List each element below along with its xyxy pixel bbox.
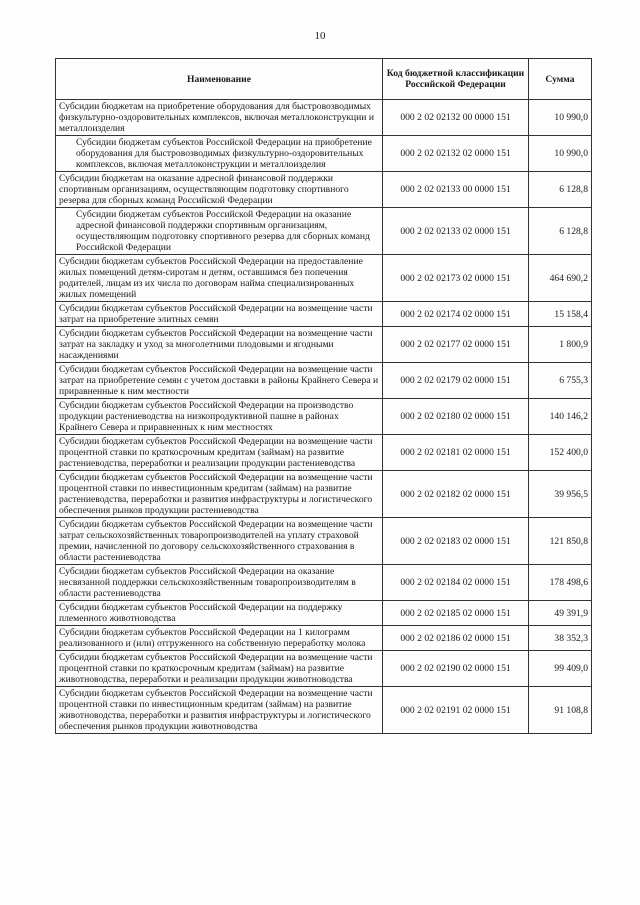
header-sum: Сумма — [529, 59, 592, 100]
row-name: Субсидии бюджетам субъектов Российской Федерации на возмещение части затрат сельскохозяйственных товаропроизводителей на уплату страховой премии, начисленной по договору сельскохозяйственного страхования в области растениеводства — [56, 518, 383, 565]
table-row — [56, 435, 592, 471]
row-code: 000 2 02 02174 02 0000 151 — [383, 302, 529, 327]
row-sum: 6 128,8 — [529, 208, 592, 255]
row-code: 000 2 02 02185 02 0000 151 — [383, 601, 529, 626]
table-row — [56, 172, 592, 208]
row-code: 000 2 02 02190 02 0000 151 — [383, 651, 529, 687]
table-row — [56, 518, 592, 565]
header-code: Код бюджетной классификации Российской Федерации — [383, 59, 529, 100]
row-sum: 6 755,3 — [529, 363, 592, 399]
page-number: 10 — [314, 30, 326, 42]
table-row — [56, 208, 592, 255]
table-row — [56, 100, 592, 136]
row-name: Субсидии бюджетам субъектов Российской Федерации на возмещение части процентной ставки по инвестиционным кредитам (займам) на развитие животноводства, переработки и развития инфраструктуры и логистического обеспечения рынков продукции животноводства — [56, 687, 383, 734]
table-row — [56, 626, 592, 651]
row-code: 000 2 02 02179 02 0000 151 — [383, 363, 529, 399]
row-name: Субсидии бюджетам субъектов Российской Федерации на оказание адресной финансовой поддержки спортивным организациям, осуществляющим подготовку спортивного резерва для сборных команд Российской Федерации — [56, 208, 383, 255]
table-row — [56, 302, 592, 327]
table-row — [56, 255, 592, 302]
row-sum: 91 108,8 — [529, 687, 592, 734]
row-sum: 39 956,5 — [529, 471, 592, 518]
row-code: 000 2 02 02133 00 0000 151 — [383, 172, 529, 208]
row-code: 000 2 02 02177 02 0000 151 — [383, 327, 529, 363]
row-code: 000 2 02 02183 02 0000 151 — [383, 518, 529, 565]
row-sum: 38 352,3 — [529, 626, 592, 651]
row-name: Субсидии бюджетам субъектов Российской Федерации на производство продукции растениеводства на низкопродуктивной пашне в районах Крайнего Севера и приравненных к ним местностях — [56, 399, 383, 435]
row-name: Субсидии бюджетам субъектов Российской Федерации на 1 килограмм реализованного и (или) отгруженного на собственную переработку молока — [56, 626, 383, 651]
row-name: Субсидии бюджетам на оказание адресной финансовой поддержки спортивным организациям, осуществляющим подготовку спортивного резерва для сборных команд Российской Федерации — [56, 172, 383, 208]
table-header-row — [56, 59, 592, 100]
table-row — [56, 363, 592, 399]
table-row — [56, 687, 592, 734]
row-sum: 49 391,9 — [529, 601, 592, 626]
row-code: 000 2 02 02173 02 0000 151 — [383, 255, 529, 302]
row-sum: 152 400,0 — [529, 435, 592, 471]
row-name: Субсидии бюджетам субъектов Российской Федерации на приобретение оборудования для быстровозводимых физкультурно-оздоровительных комплексов, включая металлоконструкции и металлоизделия — [56, 136, 383, 172]
row-sum: 10 990,0 — [529, 136, 592, 172]
table-row — [56, 651, 592, 687]
table-body — [56, 100, 592, 734]
header-name: Наименование — [56, 59, 383, 100]
row-code: 000 2 02 02133 02 0000 151 — [383, 208, 529, 255]
row-sum: 178 498,6 — [529, 565, 592, 601]
row-sum: 6 128,8 — [529, 172, 592, 208]
row-sum: 1 800,9 — [529, 327, 592, 363]
row-sum: 99 409,0 — [529, 651, 592, 687]
row-name: Субсидии бюджетам субъектов Российской Федерации на возмещение части процентной ставки по краткосрочным кредитам (займам) на развитие животноводства, переработки и реализации продукции животноводства — [56, 651, 383, 687]
row-code: 000 2 02 02191 02 0000 151 — [383, 687, 529, 734]
row-code: 000 2 02 02181 02 0000 151 — [383, 435, 529, 471]
row-name: Субсидии бюджетам субъектов Российской Федерации на возмещение части затрат на приобретение семян с учетом доставки в районы Крайнего Севера и приравненные к ним местности — [56, 363, 383, 399]
row-name: Субсидии бюджетам на приобретение оборудования для быстровозводимых физкультурно-оздоровительных комплексов, включая металлоконструкции и металлоизделия — [56, 100, 383, 136]
row-sum: 464 690,2 — [529, 255, 592, 302]
row-code: 000 2 02 02186 02 0000 151 — [383, 626, 529, 651]
row-name: Субсидии бюджетам субъектов Российской Федерации на возмещение части затрат на закладку и уход за многолетними плодовыми и ягодными насаждениями — [56, 327, 383, 363]
row-name: Субсидии бюджетам субъектов Российской Федерации на поддержку племенного животноводства — [56, 601, 383, 626]
row-code: 000 2 02 02132 00 0000 151 — [383, 100, 529, 136]
row-sum: 121 850,8 — [529, 518, 592, 565]
row-name: Субсидии бюджетам субъектов Российской Федерации на оказание несвязанной поддержки сельскохозяйственным товаропроизводителям в области растениеводства — [56, 565, 383, 601]
row-code: 000 2 02 02132 02 0000 151 — [383, 136, 529, 172]
budget-table — [55, 58, 592, 734]
row-name: Субсидии бюджетам субъектов Российской Федерации на возмещение части процентной ставки по инвестиционным кредитам (займам) на развитие растениеводства, переработки и развития инфраструктуры и логистического обеспечения рынков продукции растениеводства — [56, 471, 383, 518]
row-sum: 10 990,0 — [529, 100, 592, 136]
table-row — [56, 471, 592, 518]
row-code: 000 2 02 02180 02 0000 151 — [383, 399, 529, 435]
table-row — [56, 399, 592, 435]
table-row — [56, 565, 592, 601]
row-sum: 15 158,4 — [529, 302, 592, 327]
table-row — [56, 601, 592, 626]
row-sum: 140 146,2 — [529, 399, 592, 435]
row-name: Субсидии бюджетам субъектов Российской Федерации на предоставление жилых помещений детям-сиротам и детям, оставшимся без попечения родителей, лицам из их числа по договорам найма специализированных жилых помещений — [56, 255, 383, 302]
table-row — [56, 327, 592, 363]
row-name: Субсидии бюджетам субъектов Российской Федерации на возмещение части затрат на приобретение элитных семян — [56, 302, 383, 327]
row-code: 000 2 02 02184 02 0000 151 — [383, 565, 529, 601]
row-name: Субсидии бюджетам субъектов Российской Федерации на возмещение части процентной ставки по краткосрочным кредитам (займам) на развитие растениеводства, переработки и реализации продукции растениеводства — [56, 435, 383, 471]
row-code: 000 2 02 02182 02 0000 151 — [383, 471, 529, 518]
table-row — [56, 136, 592, 172]
